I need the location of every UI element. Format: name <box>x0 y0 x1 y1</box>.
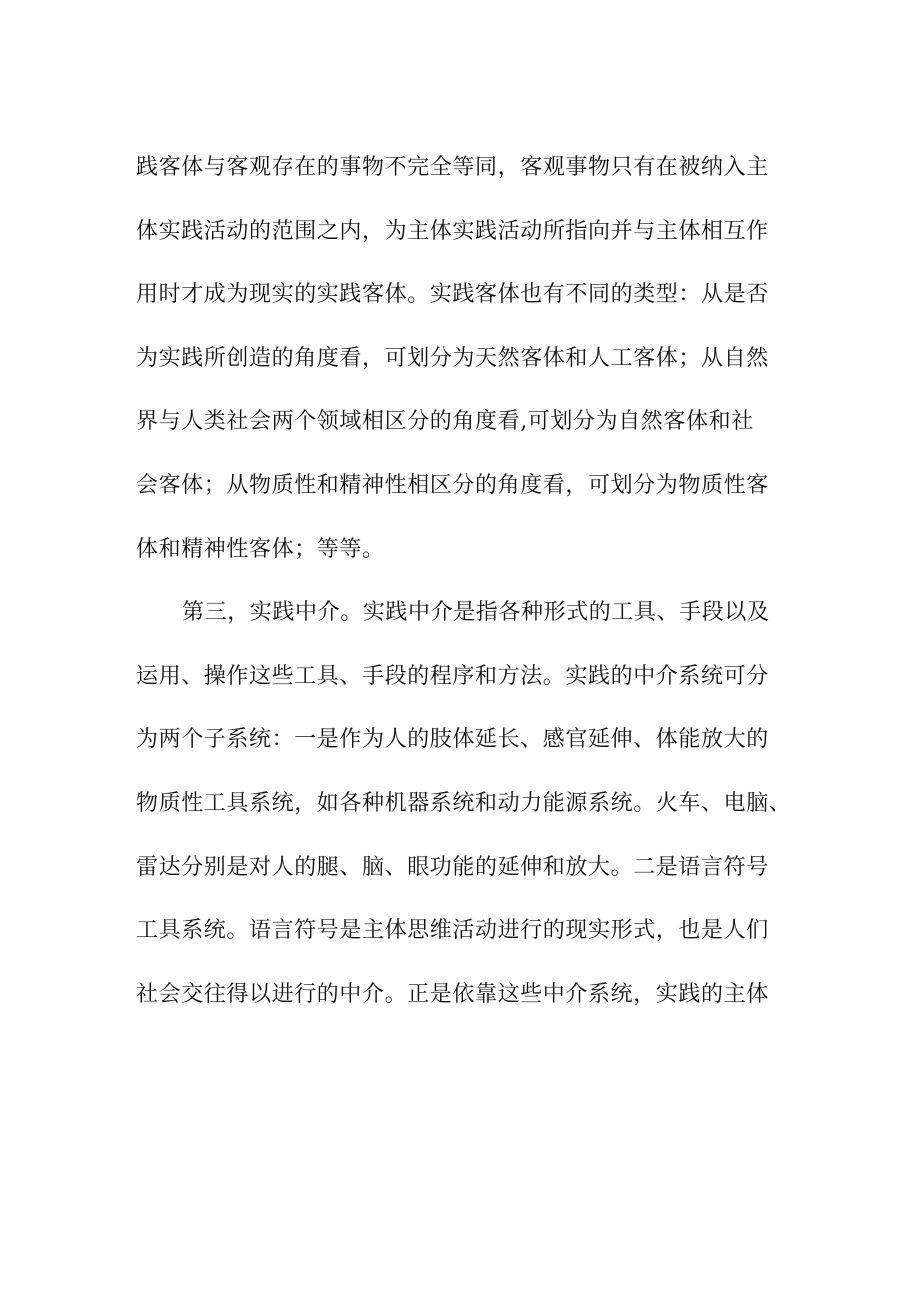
text-line: 社会交往得以进行的中介。正是依靠这些中介系统，实践的主体 <box>136 981 769 1007</box>
text-line: 践客体与客观存在的事物不完全等同，客观事物只有在被纳入主 <box>136 155 769 180</box>
paragraph-practice-medium <box>136 581 796 1026</box>
text-line: 物质性工具系统，如各种机器系统和动力能源系统。火车、电脑、 <box>136 790 792 816</box>
text-line: 会客体；从物质性和精神性相区分的角度看，可划分为物质性客 <box>136 472 769 498</box>
text-line: 雷达分别是对人的腿、脑、眼功能的延伸和放大。二是语言符号 <box>136 854 769 880</box>
text-line: 体和精神性客体；等等。 <box>136 536 385 562</box>
document-body <box>136 136 796 1026</box>
text-line: 运用、操作这些工具、手段的程序和方法。实践的中介系统可分 <box>136 663 769 689</box>
text-line: 体实践活动的范围之内，为主体实践活动所指向并与主体相互作 <box>136 218 769 244</box>
text-line-indented: 第三，实践中介。实践中介是指各种形式的工具、手段以及 <box>182 600 770 626</box>
text-line: 为两个子系统：一是作为人的肢体延长、感官延伸、体能放大的 <box>136 727 769 753</box>
paragraph-practice-object <box>136 136 796 581</box>
text-line: 为实践所创造的角度看，可划分为天然客体和人工客体；从自然 <box>136 345 769 371</box>
text-line: 界与人类社会两个领域相区分的角度看,可划分为自然客体和社 <box>136 409 754 435</box>
text-line: 用时才成为现实的实践客体。实践客体也有不同的类型：从是否 <box>136 282 769 308</box>
text-line: 工具系统。语言符号是主体思维活动进行的现实形式，也是人们 <box>136 918 769 944</box>
